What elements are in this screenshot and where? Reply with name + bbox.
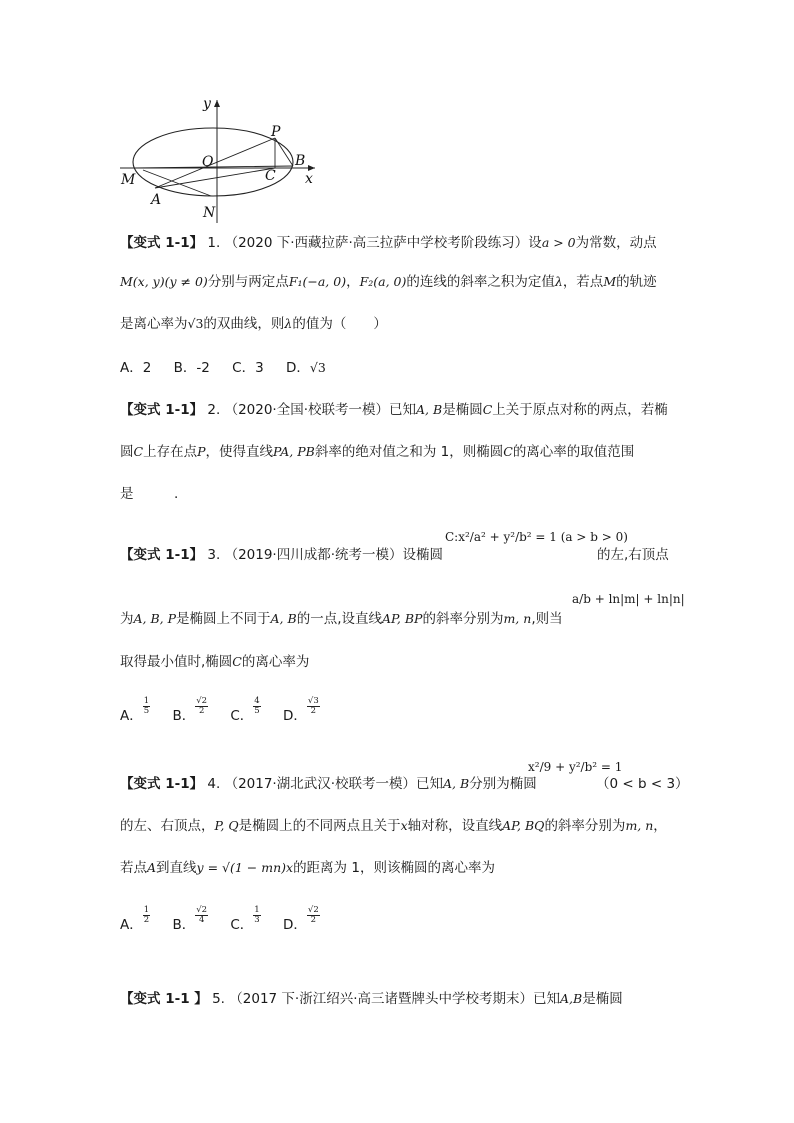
q5-number: 5. — [212, 991, 225, 1007]
q4-PQ: P, Q — [214, 818, 239, 833]
q4-option-a-label: A． — [120, 917, 143, 933]
q2-text-7: 的离心率的取值范围 — [512, 444, 635, 460]
q3-text-1: 的左,右顶点 — [597, 547, 669, 563]
q5-tag: 【变式 1-1 】 — [120, 991, 208, 1007]
q1-text-2: 分别与两定点 — [207, 274, 289, 290]
q1-line-3 — [120, 314, 387, 334]
q3-text-6: ,则当 — [531, 611, 563, 627]
q4-A: A — [147, 860, 157, 875]
q4-option-b-den: 4 — [198, 914, 205, 925]
q4-option-c-frac — [253, 906, 260, 925]
q3-text-7: 取得最小值时,椭圆 — [120, 654, 233, 670]
q4-text-5: 的斜率分别为 — [544, 818, 626, 834]
q2-line-2 — [120, 442, 634, 462]
q2-text-1: 是椭圆 — [442, 402, 483, 418]
q4-option-a-frac — [143, 906, 150, 925]
q4-option-c[interactable] — [230, 904, 260, 935]
q4-APBQ: AP, BQ — [502, 818, 545, 833]
q4-option-b-frac — [195, 906, 208, 925]
q4-text-9: 的距离为 1，则该椭圆的离心率为 — [293, 860, 495, 876]
q3-text-8: 的离心率为 — [241, 654, 310, 670]
label-O: O — [202, 154, 214, 170]
q3-option-c-den: 5 — [254, 705, 260, 716]
q4-option-d-den: 2 — [310, 914, 317, 925]
q4-option-c-num: 1 — [254, 904, 260, 915]
q5-line-1 — [120, 989, 623, 1009]
q4-text-1: 分别为椭圆 — [469, 776, 537, 792]
q3-option-d[interactable] — [283, 695, 320, 726]
q4-option-a[interactable] — [120, 904, 150, 935]
q2-P: P — [197, 444, 206, 459]
q3-text-2: 为 — [120, 611, 134, 627]
q3-APBP: AP, BP — [382, 611, 423, 626]
q1-option-d[interactable] — [286, 358, 326, 378]
q1-f2: F₂(a, 0) — [359, 274, 407, 289]
q2-source: （2020·全国·校联考一模）已知 — [224, 402, 417, 418]
q3-line-1 — [120, 545, 443, 565]
q4-AB: A, B — [443, 776, 470, 791]
q4-option-d-frac — [307, 906, 320, 925]
q1-text-7: 是离心率为 — [120, 316, 188, 332]
q1-option-b[interactable]: B．-2 — [173, 360, 210, 376]
q3-option-a-frac — [143, 697, 150, 716]
q1-text-8: 的双曲线，则 — [203, 316, 285, 332]
y-axis-arrow — [214, 100, 220, 107]
q3-option-d-num: √3 — [307, 695, 319, 706]
segment-AC — [155, 168, 275, 188]
segment-AP — [155, 138, 275, 188]
q4-number: 4. — [207, 776, 221, 792]
q3-option-d-frac — [307, 697, 320, 716]
q3-option-a-label: A． — [120, 708, 143, 724]
q1-text-1: 为常数，动点 — [575, 235, 657, 251]
q4-x: x — [400, 818, 408, 833]
label-N: N — [203, 205, 216, 221]
q1-f1: F₁(−a, 0) — [288, 274, 347, 289]
q1-point: M(x, y)(y ≠ 0) — [120, 274, 208, 289]
q2-C: C — [482, 402, 493, 417]
q1-option-d-label: D． — [285, 360, 310, 376]
q5-source: （2017 下·浙江绍兴·高三诸暨牌头中学校考期末）已知 — [229, 991, 561, 1007]
q2-text-2: 上关于原点对称的两点，若椭 — [492, 402, 668, 418]
q4-ellipse-eq: x²/9 + y²/b² = 1 — [528, 760, 623, 774]
q4-source: （2017·湖北武汉·校联考一模）已知 — [224, 776, 444, 792]
q1-number: 1. — [207, 235, 221, 251]
q3-number: 3. — [207, 547, 221, 563]
q3-option-d-label: D． — [283, 708, 307, 724]
q1-lambda-2: λ — [284, 316, 293, 331]
q5-AB: A,B — [560, 991, 583, 1006]
q1-text-4: 的连线的斜率之积为定值 — [406, 274, 555, 290]
q1-M: M — [603, 274, 617, 289]
q1-option-c[interactable]: C．3 — [232, 360, 264, 376]
q4-option-c-den: 3 — [254, 914, 260, 925]
q5-text-1: 是椭圆 — [582, 991, 623, 1007]
q3-option-b-label: B． — [172, 708, 196, 724]
q4-option-d-num: √2 — [307, 904, 319, 915]
label-A: A — [151, 192, 162, 208]
label-C: C — [265, 168, 276, 184]
q2-AB: A, B — [416, 402, 443, 417]
q4-mn: m, n — [625, 818, 654, 833]
q4-line-1 — [120, 774, 537, 794]
q4-option-a-num: 1 — [143, 904, 150, 915]
q3-option-b-frac — [195, 697, 208, 716]
q2-text-4: 上存在点 — [143, 444, 198, 460]
q1-lambda: λ — [554, 274, 563, 289]
q1-text-3: ， — [346, 274, 360, 290]
q4-text-4: 轴对称，设直线 — [407, 818, 503, 834]
q1-option-a[interactable]: A．2 — [120, 360, 152, 376]
q2-tag: 【变式 1-1】 — [120, 402, 204, 418]
q4-text-8: 到直线 — [156, 860, 197, 876]
q1-source: （2020 下·西藏拉萨·高三拉萨中学校考阶段练习）设 — [224, 235, 542, 251]
q3-ellipse-eq: C:x²/a² + y²/b² = 1 (a > b > 0) — [445, 530, 628, 544]
q2-PAPB: PA, PB — [273, 444, 315, 459]
q4-text-2: 的左、右顶点， — [120, 818, 215, 834]
label-P: P — [271, 124, 281, 140]
q1-text-9: 的值为（ ） — [292, 316, 387, 332]
q2-line-3 — [120, 484, 178, 504]
q3-line-2 — [120, 609, 563, 629]
q3-AB: A, B — [270, 611, 297, 626]
q4-option-b[interactable] — [172, 904, 208, 935]
q2-text-8: 是 . — [120, 486, 179, 502]
label-x: x — [305, 171, 313, 187]
q3-option-b-num: √2 — [196, 695, 208, 706]
q3-text-4: 的一点,设直线 — [296, 611, 382, 627]
q4-options — [120, 904, 338, 935]
q1-line-2 — [120, 272, 657, 292]
q4-text-7: 若点 — [120, 860, 147, 876]
q3-option-d-den: 2 — [310, 705, 317, 716]
q4-option-d[interactable] — [283, 904, 320, 935]
ellipse-figure — [115, 90, 330, 225]
q1-tag: 【变式 1-1】 — [120, 235, 204, 251]
q3-option-b-den: 2 — [198, 705, 205, 716]
q4-option-b-num: √2 — [196, 904, 208, 915]
q3-option-a-den: 5 — [143, 705, 150, 716]
label-B: B — [295, 153, 306, 169]
q4-cond: （0 < b < 3） — [596, 776, 689, 792]
q1-sqrt3: √3 — [187, 316, 204, 331]
q3-ABP: A, B, P — [133, 611, 177, 626]
q4-text-3: 是椭圆上的不同两点且关于 — [238, 818, 401, 834]
q3-tag: 【变式 1-1】 — [120, 547, 204, 563]
q4-option-b-label: B． — [172, 917, 196, 933]
q3-option-a[interactable] — [120, 695, 150, 726]
q1-text-5: ，若点 — [562, 274, 604, 290]
q1-options — [120, 358, 344, 378]
label-y: y — [203, 96, 211, 112]
q3-options — [120, 695, 338, 726]
q2-line-1 — [120, 400, 668, 420]
q3-line-3 — [120, 652, 309, 672]
q1-line-1 — [120, 233, 657, 253]
q4-option-c-label: C． — [230, 917, 254, 933]
q3-option-c[interactable] — [230, 695, 260, 726]
q4-text-6: ， — [653, 818, 667, 834]
q4-line-2 — [120, 816, 667, 836]
q3-option-c-num: 4 — [254, 695, 260, 706]
q1-cond: a > 0 — [541, 235, 576, 250]
q4-option-d-label: D． — [283, 917, 307, 933]
q3-text-5: 的斜率分别为 — [422, 611, 504, 627]
q2-text-5: ，使得直线 — [205, 444, 273, 460]
q3-text-3: 是椭圆上不同于 — [176, 611, 271, 627]
q1-option-d-value: √3 — [309, 360, 326, 375]
q3-source: （2019·四川成都·统考一模）设椭圆 — [224, 547, 444, 563]
q2-text-3: 圆 — [120, 444, 134, 460]
q3-C: C — [232, 654, 242, 669]
q4-tag: 【变式 1-1】 — [120, 776, 204, 792]
q3-option-c-label: C． — [230, 708, 254, 724]
q1-text-6: 的轨迹 — [616, 274, 657, 290]
q4-line-3 — [120, 858, 495, 878]
q2-C3: C — [503, 444, 513, 459]
q3-mn: m, n — [503, 611, 532, 626]
q4-line-eq: y = √(1 − mn)x — [196, 860, 294, 875]
q4-option-a-den: 2 — [143, 914, 150, 925]
label-M: M — [121, 172, 136, 188]
q3-option-c-frac — [253, 697, 260, 716]
q3-option-a-num: 1 — [143, 695, 150, 706]
q3-option-b[interactable] — [172, 695, 208, 726]
q2-number: 2. — [207, 402, 221, 418]
q2-text-6: 斜率的绝对值之和为 1，则椭圆 — [314, 444, 504, 460]
q2-C2: C — [133, 444, 144, 459]
q3-min-expr: a/b + ln|m| + ln|n| — [572, 592, 685, 606]
